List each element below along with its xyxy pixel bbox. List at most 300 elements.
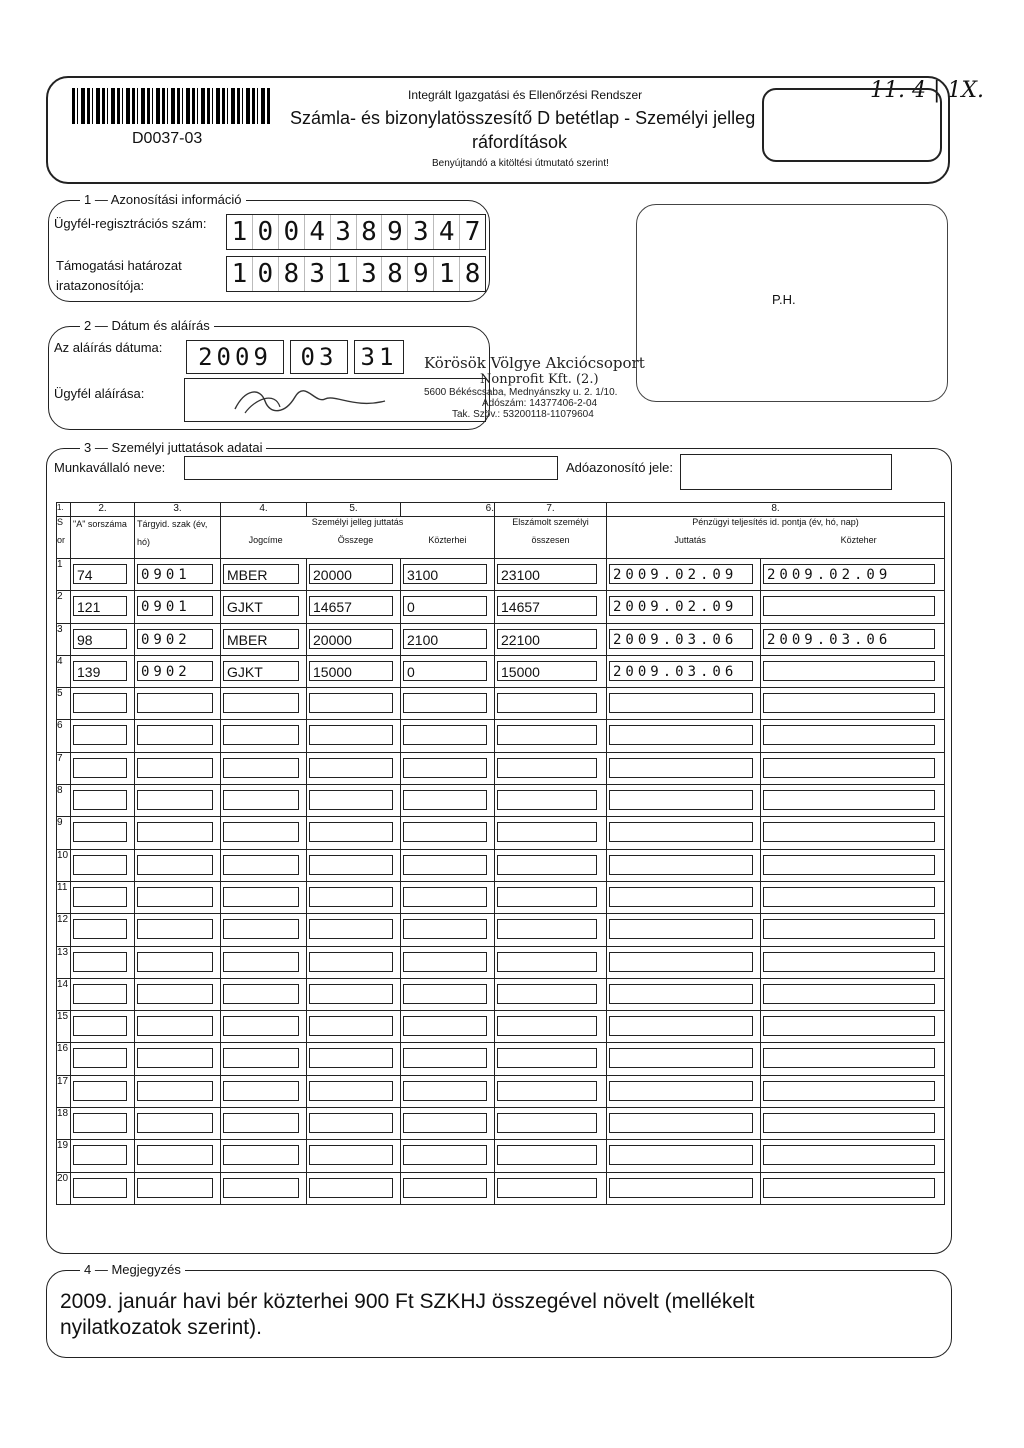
cell-targyidoszak (135, 946, 221, 978)
penzugyi-kozteher-input[interactable]: 2009.02.09 (763, 564, 935, 584)
cell-targyidoszak (135, 1011, 221, 1043)
osszege-input[interactable]: 20000 (309, 629, 393, 649)
elszamolt-input[interactable] (497, 1081, 597, 1101)
header-penzugyi: Pénzügyi teljesítés id. pontja (év, hó, nap) Juttatás Közteher (607, 517, 945, 559)
penzugyi-juttatas-input[interactable] (609, 1178, 753, 1198)
form-subtitle: ráfordítások (472, 132, 568, 152)
targyidoszak-input[interactable] (137, 758, 213, 778)
elszamolt-input[interactable] (497, 1178, 597, 1198)
penzugyi-juttatas-input[interactable] (609, 790, 753, 810)
cell-jogcime (221, 1075, 307, 1107)
cell-targyidoszak (135, 688, 221, 720)
row-number: 1 (57, 559, 71, 591)
cell-kozterhei (401, 978, 495, 1010)
osszege-input[interactable] (309, 919, 393, 939)
elszamolt-input[interactable] (497, 822, 597, 842)
penzugyi-kozteher-input[interactable] (763, 758, 935, 778)
cell-penzugyi-juttatas (607, 1011, 761, 1043)
a-sorszama-input[interactable] (73, 855, 127, 875)
jogcime-input[interactable] (223, 790, 299, 810)
cell-kozterhei (401, 1140, 495, 1172)
col-num-1: 1. (57, 503, 71, 517)
expense-table (56, 502, 945, 1205)
section1-title: 1 — Azonosítási információ (80, 192, 246, 207)
osszege-input[interactable] (309, 693, 393, 713)
cell-kozterhei (401, 1075, 495, 1107)
penzugyi-kozteher-input[interactable] (763, 984, 935, 1004)
cell-osszege (307, 1075, 401, 1107)
cell-a-sorszama (71, 881, 135, 913)
system-name: Integrált Igazgatási és Ellenőrzési Rendszer (408, 88, 643, 102)
cell-penzugyi-kozteher (761, 978, 945, 1010)
row-number: 12 (57, 914, 71, 946)
cell-jogcime (221, 978, 307, 1010)
a-sorszama-input[interactable]: 98 (73, 629, 127, 649)
cell-targyidoszak (135, 881, 221, 913)
cell-penzugyi-juttatas (607, 978, 761, 1010)
cell-jogcime (221, 1108, 307, 1140)
kozterhei-input[interactable]: 0 (403, 596, 487, 616)
cell-penzugyi-kozteher (761, 1011, 945, 1043)
cell-osszege (307, 914, 401, 946)
digit-cell: 8 (357, 215, 383, 249)
elszamolt-input[interactable] (497, 790, 597, 810)
header-a-sorszama: "A" sorszáma (71, 517, 135, 559)
cell-jogcime (221, 785, 307, 817)
targyidoszak-input[interactable] (137, 887, 213, 907)
cell-penzugyi-juttatas (607, 1140, 761, 1172)
cell-osszege (307, 849, 401, 881)
cell-elszamolt (495, 591, 607, 623)
kozterhei-input[interactable] (403, 952, 487, 972)
elszamolt-input[interactable]: 22100 (497, 629, 597, 649)
kozterhei-input[interactable]: 3100 (403, 564, 487, 584)
jogcime-input[interactable]: MBER (223, 564, 299, 584)
table-row (57, 1043, 945, 1075)
jogcime-input[interactable] (223, 952, 299, 972)
targyidoszak-input[interactable] (137, 1113, 213, 1133)
cell-penzugyi-kozteher (761, 752, 945, 784)
penzugyi-juttatas-input[interactable] (609, 984, 753, 1004)
cell-penzugyi-juttatas (607, 785, 761, 817)
elszamolt-input[interactable] (497, 1113, 597, 1133)
kozterhei-input[interactable] (403, 919, 487, 939)
digit-cell: 1 (227, 257, 253, 291)
cell-penzugyi-kozteher (761, 1140, 945, 1172)
penzugyi-kozteher-input[interactable] (763, 1178, 935, 1198)
kozterhei-input[interactable] (403, 1048, 487, 1068)
osszege-input[interactable] (309, 984, 393, 1004)
digit-cell: 7 (464, 217, 481, 247)
stamp-line4: Adószám: 14377406-2-04 (482, 398, 598, 409)
cell-osszege (307, 559, 401, 591)
osszege-input[interactable] (309, 1145, 393, 1165)
stamp-line1: Körösök Völgye Akciócsoport (424, 354, 645, 372)
kozterhei-input[interactable] (403, 984, 487, 1004)
elszamolt-input[interactable] (497, 855, 597, 875)
table-row (57, 720, 945, 752)
osszege-input[interactable] (309, 1178, 393, 1198)
elszamolt-input[interactable] (497, 952, 597, 972)
a-sorszama-input[interactable] (73, 919, 127, 939)
decision-label: Támogatási határozat (56, 258, 182, 273)
elszamolt-input[interactable]: 15000 (497, 661, 597, 681)
table-row (57, 1172, 945, 1204)
table-header-row (57, 517, 945, 559)
row-number: 14 (57, 978, 71, 1010)
elszamolt-input[interactable] (497, 725, 597, 745)
employee-name-field[interactable] (184, 456, 558, 480)
penzugyi-juttatas-input[interactable] (609, 855, 753, 875)
digit-cell: 1 (227, 215, 253, 249)
jogcime-input[interactable] (223, 887, 299, 907)
penzugyi-juttatas-input[interactable] (609, 693, 753, 713)
jogcime-input[interactable]: GJKT (223, 596, 299, 616)
cell-kozterhei (401, 655, 495, 687)
cell-penzugyi-juttatas (607, 559, 761, 591)
jogcime-input[interactable] (223, 693, 299, 713)
cell-elszamolt (495, 655, 607, 687)
cell-kozterhei (401, 1011, 495, 1043)
penzugyi-juttatas-input[interactable] (609, 1145, 753, 1165)
targyidoszak-input[interactable] (137, 855, 213, 875)
a-sorszama-input[interactable] (73, 725, 127, 745)
a-sorszama-input[interactable] (73, 887, 127, 907)
osszege-input[interactable]: 20000 (309, 564, 393, 584)
a-sorszama-input[interactable]: 139 (73, 661, 127, 681)
jogcime-input[interactable] (223, 822, 299, 842)
penzugyi-juttatas-input[interactable]: 2009.02.09 (609, 564, 753, 584)
a-sorszama-input[interactable] (73, 1113, 127, 1133)
cell-penzugyi-juttatas (607, 946, 761, 978)
elszamolt-input[interactable] (497, 984, 597, 1004)
cell-jogcime (221, 881, 307, 913)
cell-a-sorszama (71, 1075, 135, 1107)
cell-elszamolt (495, 785, 607, 817)
penzugyi-kozteher-input[interactable] (763, 855, 935, 875)
jogcime-input[interactable] (223, 725, 299, 745)
elszamolt-input[interactable]: 14657 (497, 596, 597, 616)
jogcime-input[interactable] (223, 1178, 299, 1198)
a-sorszama-input[interactable] (73, 952, 127, 972)
osszege-input[interactable] (309, 758, 393, 778)
targyidoszak-input[interactable] (137, 725, 213, 745)
digit-cell: 3 (408, 215, 434, 249)
osszege-input[interactable] (309, 1081, 393, 1101)
cell-kozterhei (401, 881, 495, 913)
a-sorszama-input[interactable] (73, 1048, 127, 1068)
cell-elszamolt (495, 559, 607, 591)
targyidoszak-input[interactable] (137, 952, 213, 972)
a-sorszama-input[interactable] (73, 1081, 127, 1101)
cell-targyidoszak (135, 849, 221, 881)
cell-kozterhei (401, 559, 495, 591)
kozterhei-input[interactable] (403, 1016, 487, 1036)
osszege-input[interactable] (309, 1113, 393, 1133)
cell-penzugyi-kozteher (761, 1108, 945, 1140)
penzugyi-kozteher-input[interactable] (763, 693, 935, 713)
cell-penzugyi-juttatas (607, 914, 761, 946)
cell-penzugyi-juttatas (607, 1172, 761, 1204)
cell-targyidoszak (135, 914, 221, 946)
penzugyi-kozteher-input[interactable] (763, 887, 935, 907)
tax-id-field[interactable] (680, 454, 892, 490)
digit-cell: 1 (434, 257, 460, 291)
penzugyi-juttatas-input[interactable]: 2009.03.06 (609, 629, 753, 649)
osszege-input[interactable] (309, 1016, 393, 1036)
osszege-input[interactable] (309, 822, 393, 842)
cell-kozterhei (401, 849, 495, 881)
elszamolt-input[interactable] (497, 1016, 597, 1036)
kozterhei-input[interactable] (403, 1113, 487, 1133)
a-sorszama-input[interactable] (73, 693, 127, 713)
row-number: 19 (57, 1140, 71, 1172)
penzugyi-kozteher-input[interactable] (763, 790, 935, 810)
jogcime-input[interactable] (223, 919, 299, 939)
row-number: 7 (57, 752, 71, 784)
targyidoszak-input[interactable]: 0901 (137, 596, 213, 616)
cell-kozterhei (401, 1172, 495, 1204)
kozterhei-input[interactable] (403, 887, 487, 907)
cell-a-sorszama (71, 655, 135, 687)
kozterhei-input[interactable] (403, 855, 487, 875)
header-elszamolt: Elszámolt személyi összesen (495, 517, 607, 559)
penzugyi-kozteher-input[interactable]: 2009.03.06 (763, 629, 935, 649)
cell-penzugyi-kozteher (761, 559, 945, 591)
kozterhei-input[interactable]: 0 (403, 661, 487, 681)
digit-cell: 8 (464, 259, 481, 289)
osszege-input[interactable]: 14657 (309, 596, 393, 616)
osszege-input[interactable]: 15000 (309, 661, 393, 681)
row-number: 4 (57, 655, 71, 687)
osszege-input[interactable] (309, 855, 393, 875)
cell-kozterhei (401, 817, 495, 849)
elszamolt-input[interactable] (497, 1048, 597, 1068)
row-number: 11 (57, 881, 71, 913)
digit-cell: 3 (331, 215, 357, 249)
col-num-5: 5. (307, 503, 401, 517)
cell-jogcime (221, 752, 307, 784)
table-row (57, 881, 945, 913)
col-num-4: 4. (221, 503, 307, 517)
penzugyi-juttatas-input[interactable] (609, 887, 753, 907)
cell-jogcime (221, 1140, 307, 1172)
a-sorszama-input[interactable] (73, 1145, 127, 1165)
a-sorszama-input[interactable] (73, 790, 127, 810)
osszege-input[interactable] (309, 790, 393, 810)
penzugyi-kozteher-input[interactable] (763, 952, 935, 972)
jogcime-input[interactable]: MBER (223, 629, 299, 649)
cell-jogcime (221, 655, 307, 687)
jogcime-input[interactable] (223, 855, 299, 875)
cell-jogcime (221, 559, 307, 591)
kozterhei-input[interactable] (403, 822, 487, 842)
penzugyi-juttatas-input[interactable] (609, 758, 753, 778)
penzugyi-kozteher-input[interactable] (763, 725, 935, 745)
row-number: 10 (57, 849, 71, 881)
client-reg-label: Ügyfél-regisztrációs szám: (54, 216, 207, 231)
row-number: 17 (57, 1075, 71, 1107)
table-row (57, 655, 945, 687)
digit-cell: 1 (331, 257, 357, 291)
cell-penzugyi-kozteher (761, 623, 945, 655)
jogcime-input[interactable] (223, 1016, 299, 1036)
cell-targyidoszak (135, 1043, 221, 1075)
cell-elszamolt (495, 1108, 607, 1140)
digit-cell: 9 (382, 215, 408, 249)
kozterhei-input[interactable]: 2100 (403, 629, 487, 649)
osszege-input[interactable] (309, 1048, 393, 1068)
targyidoszak-input[interactable] (137, 1178, 213, 1198)
a-sorszama-input[interactable]: 121 (73, 596, 127, 616)
penzugyi-juttatas-input[interactable] (609, 919, 753, 939)
kozterhei-input[interactable] (403, 1081, 487, 1101)
cell-targyidoszak (135, 559, 221, 591)
cell-elszamolt (495, 1172, 607, 1204)
kozterhei-input[interactable] (403, 758, 487, 778)
elszamolt-input[interactable]: 23100 (497, 564, 597, 584)
barcode (72, 88, 272, 124)
targyidoszak-input[interactable]: 0902 (137, 661, 213, 681)
targyidoszak-input[interactable] (137, 919, 213, 939)
cell-targyidoszak (135, 1075, 221, 1107)
targyidoszak-input[interactable] (137, 1048, 213, 1068)
a-sorszama-input[interactable] (73, 758, 127, 778)
jogcime-input[interactable] (223, 758, 299, 778)
digit-cell: 0 (253, 215, 279, 249)
penzugyi-juttatas-input[interactable] (609, 1048, 753, 1068)
cell-kozterhei (401, 688, 495, 720)
cell-elszamolt (495, 849, 607, 881)
a-sorszama-input[interactable] (73, 1016, 127, 1036)
penzugyi-kozteher-input[interactable] (763, 661, 935, 681)
penzugyi-kozteher-input[interactable] (763, 822, 935, 842)
cell-penzugyi-kozteher (761, 1172, 945, 1204)
cell-jogcime (221, 817, 307, 849)
table-row (57, 623, 945, 655)
penzugyi-kozteher-input[interactable] (763, 1016, 935, 1036)
cell-jogcime (221, 1043, 307, 1075)
jogcime-input[interactable] (223, 1081, 299, 1101)
cell-jogcime (221, 720, 307, 752)
targyidoszak-input[interactable] (137, 1081, 213, 1101)
targyidoszak-input[interactable] (137, 1145, 213, 1165)
penzugyi-kozteher-input[interactable] (763, 1145, 935, 1165)
a-sorszama-input[interactable] (73, 984, 127, 1004)
osszege-input[interactable] (309, 725, 393, 745)
cell-penzugyi-kozteher (761, 849, 945, 881)
elszamolt-input[interactable] (497, 887, 597, 907)
targyidoszak-input[interactable] (137, 693, 213, 713)
row-number: 13 (57, 946, 71, 978)
cell-elszamolt (495, 1140, 607, 1172)
kozterhei-input[interactable] (403, 1178, 487, 1198)
col-num-8: 8. (607, 503, 945, 517)
cell-penzugyi-juttatas (607, 1075, 761, 1107)
header-osszege: Összege (337, 535, 374, 545)
cell-targyidoszak (135, 720, 221, 752)
penzugyi-kozteher-input[interactable] (763, 596, 935, 616)
penzugyi-juttatas-input[interactable] (609, 725, 753, 745)
cell-penzugyi-kozteher (761, 1043, 945, 1075)
cell-a-sorszama (71, 785, 135, 817)
a-sorszama-input[interactable] (73, 822, 127, 842)
cell-jogcime (221, 1011, 307, 1043)
table-row (57, 817, 945, 849)
cell-a-sorszama (71, 559, 135, 591)
targyidoszak-input[interactable]: 0901 (137, 564, 213, 584)
penzugyi-juttatas-input[interactable] (609, 822, 753, 842)
targyidoszak-input[interactable] (137, 790, 213, 810)
a-sorszama-input[interactable]: 74 (73, 564, 127, 584)
targyidoszak-input[interactable]: 0902 (137, 629, 213, 649)
penzugyi-juttatas-input[interactable] (609, 1113, 753, 1133)
targyidoszak-input[interactable] (137, 984, 213, 1004)
digit-cell: 9 (408, 257, 434, 291)
penzugyi-juttatas-input[interactable]: 2009.03.06 (609, 661, 753, 681)
penzugyi-kozteher-input[interactable] (763, 1048, 935, 1068)
cell-a-sorszama (71, 978, 135, 1010)
penzugyi-juttatas-input[interactable]: 2009.02.09 (609, 596, 753, 616)
cell-penzugyi-juttatas (607, 720, 761, 752)
cell-osszege (307, 752, 401, 784)
kozterhei-input[interactable] (403, 725, 487, 745)
osszege-input[interactable] (309, 887, 393, 907)
penzugyi-juttatas-input[interactable] (609, 1016, 753, 1036)
digit-cell: 0 (253, 257, 279, 291)
section4-title: 4 — Megjegyzés (80, 1262, 185, 1277)
targyidoszak-input[interactable] (137, 822, 213, 842)
sign-date-year: 2009 (186, 340, 284, 374)
elszamolt-input[interactable] (497, 1145, 597, 1165)
cell-penzugyi-kozteher (761, 881, 945, 913)
kozterhei-input[interactable] (403, 790, 487, 810)
cell-penzugyi-juttatas (607, 849, 761, 881)
osszege-input[interactable] (309, 952, 393, 972)
jogcime-input[interactable] (223, 1048, 299, 1068)
jogcime-input[interactable] (223, 1145, 299, 1165)
cell-osszege (307, 720, 401, 752)
signature-label: Ügyfél aláírása: (54, 386, 145, 401)
kozterhei-input[interactable] (403, 693, 487, 713)
a-sorszama-input[interactable] (73, 1178, 127, 1198)
cell-osszege (307, 1108, 401, 1140)
cell-a-sorszama (71, 623, 135, 655)
elszamolt-input[interactable] (497, 758, 597, 778)
jogcime-input[interactable] (223, 984, 299, 1004)
cell-a-sorszama (71, 1108, 135, 1140)
elszamolt-input[interactable] (497, 919, 597, 939)
cell-jogcime (221, 623, 307, 655)
cell-a-sorszama (71, 688, 135, 720)
penzugyi-kozteher-input[interactable] (763, 1081, 935, 1101)
kozterhei-input[interactable] (403, 1145, 487, 1165)
cell-penzugyi-juttatas (607, 881, 761, 913)
targyidoszak-input[interactable] (137, 1016, 213, 1036)
header-targyidoszak: Tárgyid. szak (év, hó) (135, 517, 221, 559)
company-stamp (424, 354, 654, 420)
cell-penzugyi-kozteher (761, 817, 945, 849)
cell-osszege (307, 1140, 401, 1172)
elszamolt-input[interactable] (497, 693, 597, 713)
section2-title: 2 — Dátum és aláírás (80, 318, 214, 333)
jogcime-input[interactable] (223, 1113, 299, 1133)
penzugyi-kozteher-input[interactable] (763, 919, 935, 939)
penzugyi-kozteher-input[interactable] (763, 1113, 935, 1133)
penzugyi-juttatas-input[interactable] (609, 1081, 753, 1101)
jogcime-input[interactable]: GJKT (223, 661, 299, 681)
penzugyi-juttatas-input[interactable] (609, 952, 753, 972)
